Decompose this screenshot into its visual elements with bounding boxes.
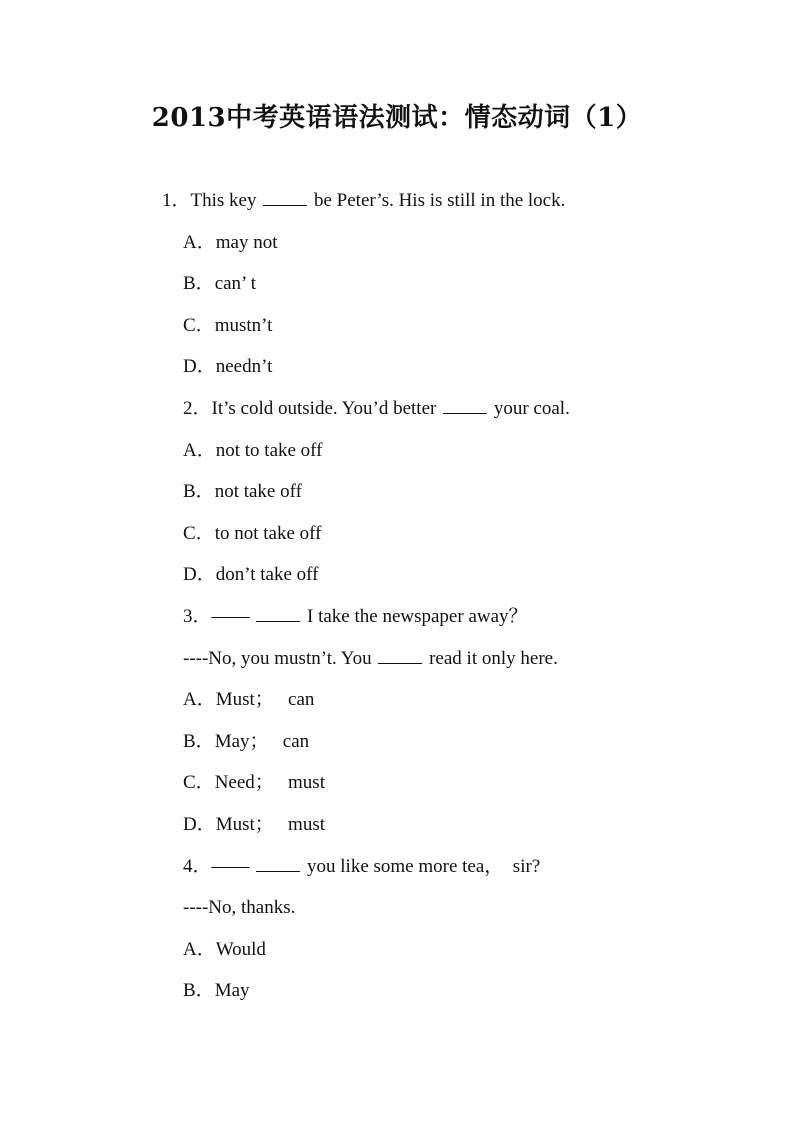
question-2-option-d (0, 554, 794, 596)
option-label: B． (183, 273, 215, 295)
question-text-before: It’s cold outside. You’d better (211, 397, 442, 419)
option-text: May (214, 980, 250, 1002)
question-1-option-d (0, 346, 794, 388)
question-1-option-a (0, 222, 794, 264)
option-label: A． (183, 689, 216, 711)
option-text: don’t take off (215, 564, 319, 586)
question-text-before: —— (211, 605, 255, 627)
question-number: 2． (183, 397, 212, 419)
option-label: A． (183, 439, 216, 461)
answer-blank (263, 204, 307, 206)
option-label: D． (183, 813, 216, 835)
question-2-option-c (0, 513, 794, 555)
reply-text-before: ----No, you mustn’t. You (183, 647, 377, 669)
question-number: 1． (162, 190, 191, 211)
question-4-option-b (0, 970, 794, 1012)
question-3-stem (0, 596, 794, 638)
question-3-reply (0, 638, 794, 680)
option-text: May； can (214, 730, 310, 752)
question-text-after: be Peter’s. His is still in the lock. (309, 190, 566, 211)
option-label: B． (183, 980, 215, 1002)
reply-text: ----No, thanks. (183, 897, 296, 919)
option-text: may not (215, 231, 278, 253)
question-4-stem (0, 846, 794, 888)
question-text-before: This key (190, 190, 262, 211)
question-number: 3． (183, 605, 212, 627)
question-3-option-d (0, 804, 794, 846)
question-4-reply (0, 887, 794, 929)
question-2-option-b (0, 471, 794, 513)
option-label: D． (183, 356, 216, 378)
option-text: Must； can (215, 689, 315, 711)
option-label: C． (183, 314, 215, 336)
answer-blank (378, 662, 422, 664)
question-4-option-a (0, 929, 794, 971)
option-label: C． (183, 772, 215, 794)
option-label: A． (183, 231, 216, 253)
option-label: A． (183, 938, 216, 960)
option-text: Need； must (214, 772, 325, 794)
question-list (0, 180, 794, 1012)
option-text: not to take off (215, 439, 323, 461)
question-number: 4． (183, 855, 212, 877)
question-3-option-b (0, 721, 794, 763)
question-text-after: your coal. (489, 397, 570, 419)
option-text: not take off (214, 481, 302, 503)
option-label: B． (183, 481, 215, 503)
option-label: C． (183, 522, 215, 544)
answer-blank (443, 412, 487, 414)
answer-blank (256, 620, 300, 622)
question-3-option-c (0, 762, 794, 804)
question-1-option-c (0, 305, 794, 347)
option-text: Would (215, 938, 266, 960)
option-label: B． (183, 730, 215, 752)
question-1-stem (0, 180, 794, 222)
option-text: Must； must (215, 813, 326, 835)
question-text-after: I take the newspaper away？ (302, 605, 528, 627)
question-2-option-a (0, 430, 794, 472)
page-title: 2013中考英语语法测试：情态动词（1） (151, 103, 643, 133)
option-label: D． (183, 564, 216, 586)
answer-blank (256, 870, 300, 872)
question-1-option-b (0, 263, 794, 305)
reply-text-after: read it only here. (424, 647, 558, 669)
question-text-after: you like some more tea， sir? (302, 855, 541, 877)
option-text: mustn’t (214, 314, 273, 336)
option-text: can’ t (214, 273, 256, 295)
option-text: needn’t (215, 356, 273, 378)
question-2-stem (0, 388, 794, 430)
option-text: to not take off (214, 522, 322, 544)
question-3-option-a (0, 679, 794, 721)
question-text-before: —— (211, 855, 255, 877)
